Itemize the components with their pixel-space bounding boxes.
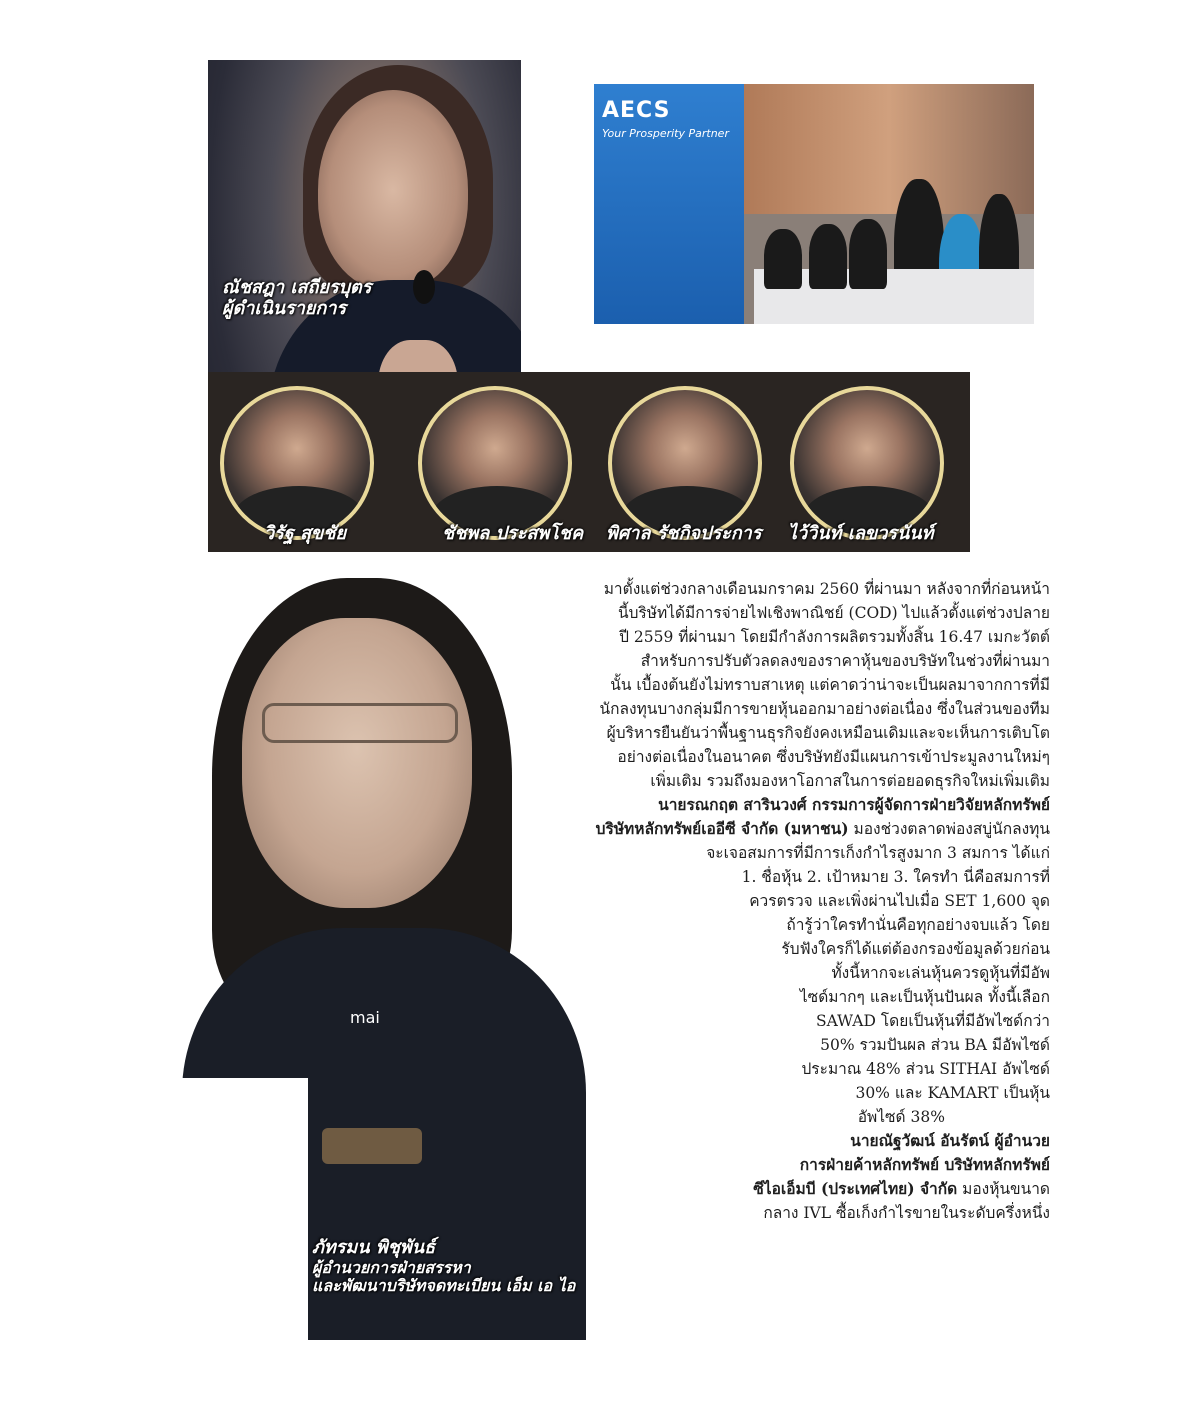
article-line: 30% และ KAMART เป็นหุ้น bbox=[855, 1084, 1050, 1102]
article-bold-span: ซีไอเอ็มบี (ประเทศไทย) จำกัด bbox=[753, 1179, 958, 1198]
aecs-logo: AECS bbox=[602, 98, 671, 123]
speaker-portrait bbox=[220, 386, 374, 540]
article-line: ควรตรวจ และเพิ่งผ่านไปเมื่อ SET 1,600 จุด bbox=[749, 892, 1050, 910]
speaker-portrait bbox=[418, 386, 572, 540]
article-line: มาตั้งแต่ช่วงกลางเดือนมกราคม 2560 ที่ผ่านมา หลังจากที่ก่อนหน้า bbox=[603, 580, 1050, 598]
aecs-banner bbox=[594, 84, 744, 324]
exec-caption bbox=[312, 1238, 575, 1295]
article-line: อย่างต่อเนื่องในอนาคต ซึ่งบริษัทยังมีแผนการเข้าประมูลงานใหม่ๆ bbox=[617, 748, 1050, 766]
exec-caption-title-2: และพัฒนาบริษัทจดทะเบียน เอ็ม เอ ไอ bbox=[312, 1276, 576, 1296]
article-span: มองหุ้นขนาด bbox=[957, 1180, 1050, 1198]
photo-cutout bbox=[182, 1078, 308, 1340]
article-line: อัพไซด์ 38% bbox=[857, 1108, 945, 1126]
event-person bbox=[849, 219, 887, 289]
event-person bbox=[809, 224, 847, 289]
glasses-icon bbox=[262, 703, 458, 743]
article-line: จะเจอสมการที่มีการเก็งกำไรสูงมาก 3 สมการ ได้แก่ bbox=[706, 844, 1050, 862]
article-line: เพิ่มเติม รวมถึงมองหาโอกาสในการต่อยอดธุรกิจใหม่เพิ่มเติม bbox=[650, 772, 1050, 790]
article-line bbox=[596, 818, 1050, 840]
microphone-icon bbox=[413, 270, 435, 304]
host-caption-title: ผู้ดำเนินรายการ bbox=[222, 297, 347, 319]
article-line: 1. ชื่อหุ้น 2. เป้าหมาย 3. ใครทำ นี่คือสมการที่ bbox=[741, 868, 1050, 886]
exec-caption-title-1: ผู้อำนวยการฝ่ายสรรหา bbox=[312, 1257, 471, 1277]
event-person bbox=[764, 229, 802, 289]
article-line: สำหรับการปรับตัวลดลงของราคาหุ้นของบริษัทในช่วงที่ผ่านมา bbox=[640, 652, 1050, 670]
article-line: นายรณกฤต สารินวงศ์ กรรมการผู้จัดการฝ่ายวิจัยหลักทรัพย์ bbox=[658, 795, 1050, 814]
event-wall bbox=[744, 84, 1034, 214]
article-line: ปี 2559 ที่ผ่านมา โดยมีกำลังการผลิตรวมทั้งสิ้น 16.47 เมกะวัตต์ bbox=[619, 628, 1050, 646]
article-span: มองช่วงตลาดพ่องสบู่นักลงทุน bbox=[848, 820, 1050, 838]
mai-logo: mai bbox=[350, 1008, 380, 1027]
lectern bbox=[322, 1128, 422, 1164]
article-line: 50% รวมปันผล ส่วน BA มีอัพไซด์ bbox=[820, 1036, 1050, 1054]
article-line: การฝ่ายค้าหลักทรัพย์ บริษัทหลักทรัพย์ bbox=[799, 1155, 1050, 1174]
host-caption-name: ณัชสฎา เสถียรบุตร bbox=[222, 277, 372, 298]
speaker-portrait bbox=[790, 386, 944, 540]
article-line: นายณัฐวัฒน์ อันรัตน์ ผู้อำนวย bbox=[850, 1131, 1050, 1150]
article-line: ไซด์มากๆ และเป็นหุ้นปันผล ทั้งนี้เลือก bbox=[799, 988, 1050, 1006]
host-caption bbox=[222, 278, 371, 319]
article-line bbox=[753, 1178, 1050, 1200]
article-line: นี้บริษัทได้มีการจ่ายไฟเชิงพาณิชย์ (COD) ไปแล้วตั้งแต่ช่วงปลาย bbox=[618, 604, 1050, 622]
article-line: นักลงทุนบางกลุ่มมีการขายหุ้นออกมาอย่างต่อเนื่อง ซึ่งในส่วนของทีม bbox=[599, 700, 1050, 718]
article-line: ถ้ารู้ว่าใครทำนั่นคือทุกอย่างจบแล้ว โดย bbox=[786, 916, 1050, 934]
article-line: ผู้บริหารยืนยันว่าพื้นฐานธุรกิจยังคงเหมือนเดิมและจะเห็นการเติบโต bbox=[606, 724, 1050, 742]
speaker-name: พิศาล รัชกิจประการ bbox=[606, 523, 762, 544]
speaker-name: ไว้วินท์ เลขวรนันท์ bbox=[788, 523, 934, 544]
exec-photo bbox=[182, 578, 586, 1340]
host-face bbox=[318, 90, 468, 290]
article-line: ประมาณ 48% ส่วน SITHAI อัพไซด์ bbox=[801, 1060, 1050, 1078]
speakers-strip bbox=[208, 372, 970, 552]
speaker-name: วิรัฐ สุขชัย bbox=[264, 523, 347, 544]
event-photo bbox=[594, 84, 1034, 324]
article-line: รับฟังใครก็ได้แต่ต้องกรองข้อมูลด้วยก่อน bbox=[781, 940, 1050, 958]
article-line: กลาง IVL ซื้อเก็งกำไรขายในระดับครึ่งหนึ่ง bbox=[763, 1204, 1050, 1222]
article-line: ทั้งนี้หากจะเล่นหุ้นควรดูหุ้นที่มีอัพ bbox=[831, 964, 1050, 982]
article-bold-span: บริษัทหลักทรัพย์เออีซี จำกัด (มหาชน) bbox=[595, 819, 849, 838]
speaker-portrait bbox=[608, 386, 762, 540]
exec-caption-name: ภัทรมน พิชุพันธ์ bbox=[312, 1237, 436, 1258]
article-line: นั้น เบื้องต้นยังไม่ทราบสาเหตุ แต่คาดว่าน่าจะเป็นผลมาจากการที่มี bbox=[610, 676, 1050, 694]
article-line: SAWAD โดยเป็นหุ้นที่มีอัพไซด์กว่า bbox=[815, 1012, 1050, 1030]
speaker-name: ชัชพล ประสพโชค bbox=[442, 523, 584, 544]
exec-face bbox=[242, 618, 472, 908]
aecs-tagline: Your Prosperity Partner bbox=[602, 127, 729, 140]
